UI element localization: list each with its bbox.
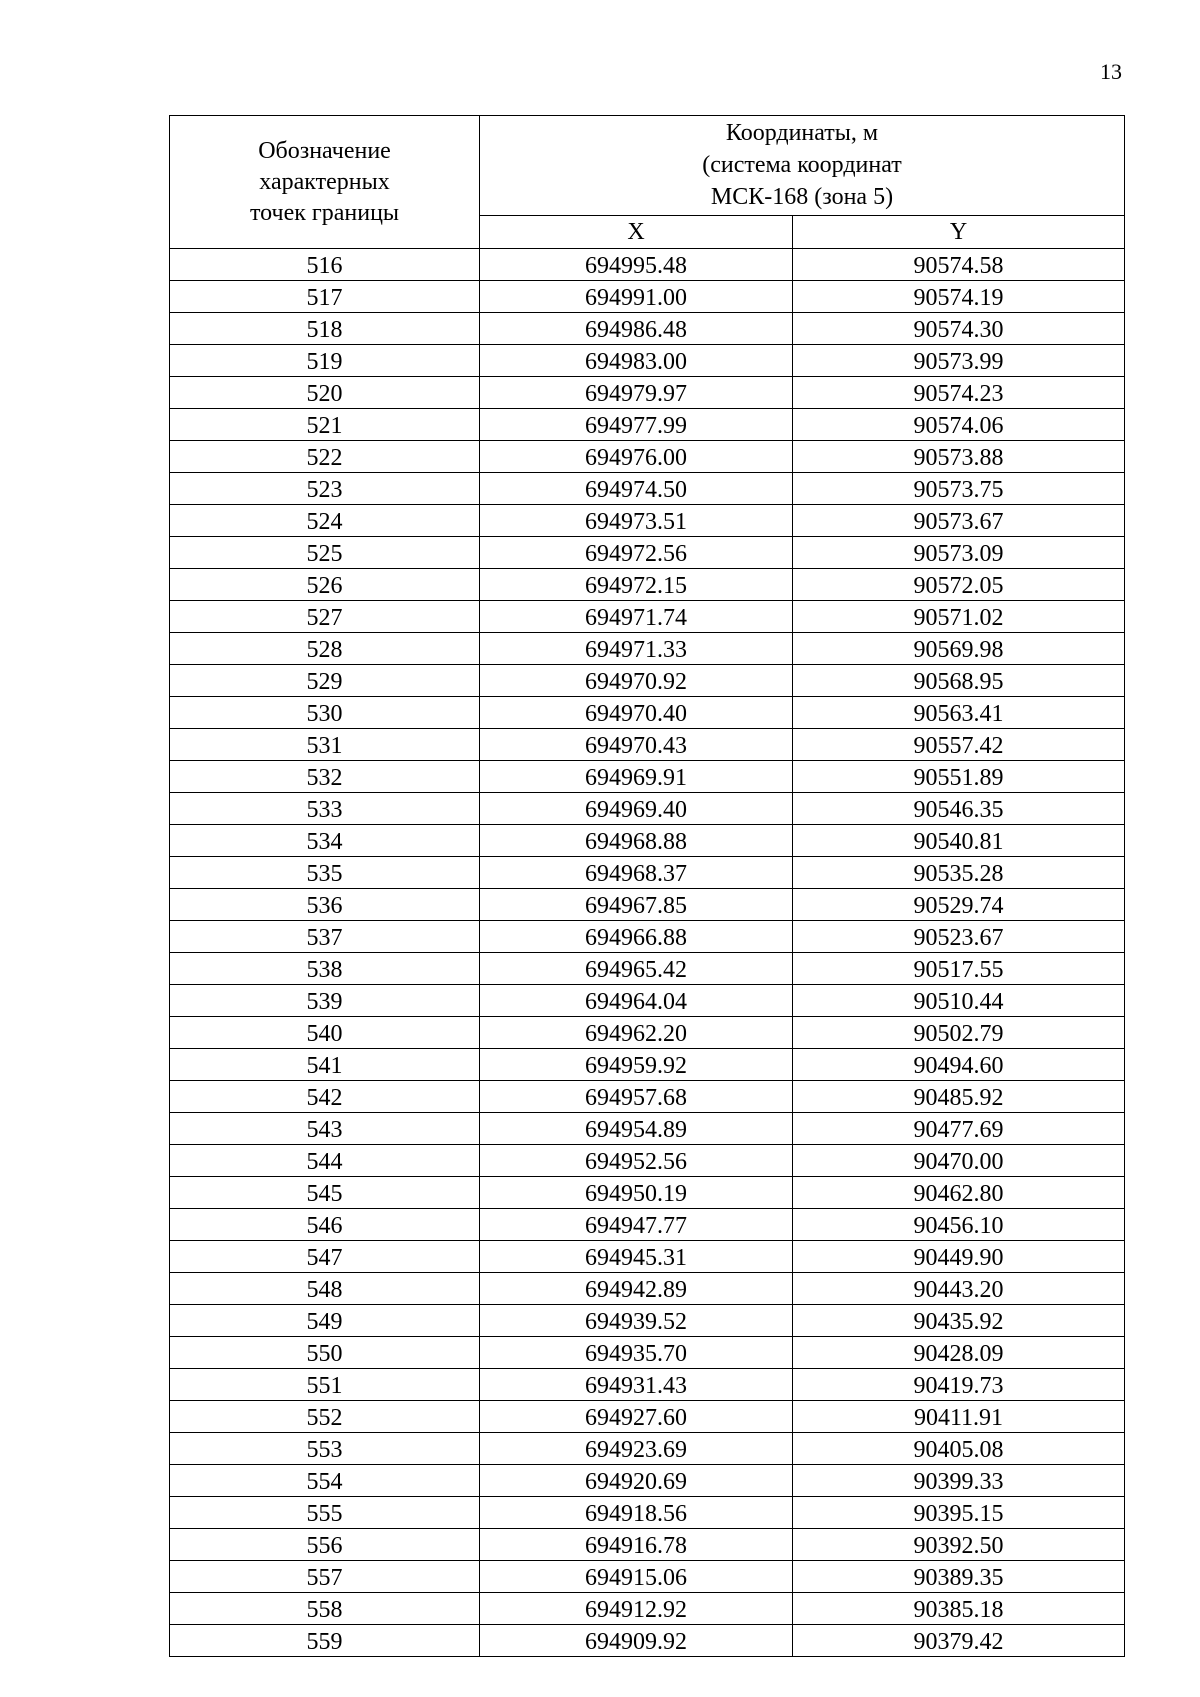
y-coordinate-cell: 90557.42 — [793, 729, 1125, 761]
y-coordinate-cell: 90574.58 — [793, 249, 1125, 281]
table-row — [170, 921, 1125, 953]
table-row — [170, 409, 1125, 441]
x-coordinate-cell: 694959.92 — [480, 1049, 793, 1081]
point-number-cell: 533 — [170, 793, 480, 825]
x-coordinate-cell: 694947.77 — [480, 1209, 793, 1241]
x-coordinate-cell: 694970.43 — [480, 729, 793, 761]
table-row — [170, 1113, 1125, 1145]
y-coordinate-cell: 90510.44 — [793, 985, 1125, 1017]
table-row — [170, 1497, 1125, 1529]
y-coordinate-cell: 90389.35 — [793, 1561, 1125, 1593]
y-coordinate-cell: 90428.09 — [793, 1337, 1125, 1369]
y-coordinate-cell: 90563.41 — [793, 697, 1125, 729]
x-column-header: X — [480, 215, 793, 248]
coordinates-header-line: (система координат — [702, 152, 902, 179]
y-coordinate-cell: 90449.90 — [793, 1241, 1125, 1273]
table-row — [170, 1369, 1125, 1401]
x-coordinate-cell: 694945.31 — [480, 1241, 793, 1273]
point-number-cell: 532 — [170, 761, 480, 793]
x-coordinate-cell: 694970.92 — [480, 665, 793, 697]
x-coordinate-cell: 694979.97 — [480, 377, 793, 409]
y-coordinate-cell: 90573.75 — [793, 473, 1125, 505]
table-row — [170, 633, 1125, 665]
x-coordinate-cell: 694970.40 — [480, 697, 793, 729]
point-number-cell: 550 — [170, 1337, 480, 1369]
designation-header-line: Обозначение — [258, 137, 391, 164]
x-coordinate-cell: 694957.68 — [480, 1081, 793, 1113]
table-row — [170, 1561, 1125, 1593]
point-number-cell: 539 — [170, 985, 480, 1017]
point-number-cell: 524 — [170, 505, 480, 537]
point-number-cell: 548 — [170, 1273, 480, 1305]
table-row — [170, 1081, 1125, 1113]
x-coordinate-cell: 694915.06 — [480, 1561, 793, 1593]
y-coordinate-cell: 90573.09 — [793, 537, 1125, 569]
point-number-cell: 529 — [170, 665, 480, 697]
x-coordinate-cell: 694965.42 — [480, 953, 793, 985]
point-number-cell: 536 — [170, 889, 480, 921]
table-row — [170, 1145, 1125, 1177]
table-row — [170, 729, 1125, 761]
table-row — [170, 1465, 1125, 1497]
y-coordinate-cell: 90405.08 — [793, 1433, 1125, 1465]
table-body — [170, 249, 1125, 1657]
x-coordinate-cell: 694954.89 — [480, 1113, 793, 1145]
table-row — [170, 1241, 1125, 1273]
point-number-cell: 553 — [170, 1433, 480, 1465]
table-row — [170, 473, 1125, 505]
table-row — [170, 665, 1125, 697]
y-coordinate-cell: 90477.69 — [793, 1113, 1125, 1145]
point-number-cell: 522 — [170, 441, 480, 473]
y-coordinate-cell: 90551.89 — [793, 761, 1125, 793]
point-number-cell: 518 — [170, 313, 480, 345]
table-row — [170, 281, 1125, 313]
point-number-cell: 541 — [170, 1049, 480, 1081]
x-coordinate-cell: 694972.56 — [480, 537, 793, 569]
x-coordinate-cell: 694942.89 — [480, 1273, 793, 1305]
y-coordinate-cell: 90494.60 — [793, 1049, 1125, 1081]
point-number-cell: 546 — [170, 1209, 480, 1241]
y-coordinate-cell: 90574.19 — [793, 281, 1125, 313]
table-row — [170, 889, 1125, 921]
point-number-cell: 558 — [170, 1593, 480, 1625]
x-coordinate-cell: 694972.15 — [480, 569, 793, 601]
point-number-cell: 552 — [170, 1401, 480, 1433]
y-coordinate-cell: 90540.81 — [793, 825, 1125, 857]
table-row — [170, 1593, 1125, 1625]
point-number-cell: 537 — [170, 921, 480, 953]
x-coordinate-cell: 694966.88 — [480, 921, 793, 953]
point-number-cell: 543 — [170, 1113, 480, 1145]
point-number-cell: 531 — [170, 729, 480, 761]
y-coordinate-cell: 90385.18 — [793, 1593, 1125, 1625]
x-coordinate-cell: 694971.74 — [480, 601, 793, 633]
y-coordinate-cell: 90517.55 — [793, 953, 1125, 985]
y-coordinate-cell: 90502.79 — [793, 1017, 1125, 1049]
point-number-cell: 555 — [170, 1497, 480, 1529]
point-number-cell: 549 — [170, 1305, 480, 1337]
coordinates-header-line: МСК-168 (зона 5) — [710, 184, 894, 211]
x-coordinate-cell: 694916.78 — [480, 1529, 793, 1561]
x-coordinate-cell: 694950.19 — [480, 1177, 793, 1209]
y-coordinate-cell: 90569.98 — [793, 633, 1125, 665]
y-coordinate-cell: 90411.91 — [793, 1401, 1125, 1433]
table-row — [170, 377, 1125, 409]
point-number-cell: 523 — [170, 473, 480, 505]
x-coordinate-cell: 694964.04 — [480, 985, 793, 1017]
point-number-cell: 554 — [170, 1465, 480, 1497]
table-header — [170, 116, 1125, 249]
table-row — [170, 793, 1125, 825]
header-row-top — [170, 116, 1125, 216]
point-number-cell: 559 — [170, 1625, 480, 1657]
x-coordinate-cell: 694983.00 — [480, 345, 793, 377]
x-coordinate-cell: 694962.20 — [480, 1017, 793, 1049]
table-row — [170, 313, 1125, 345]
table-row — [170, 697, 1125, 729]
table-row — [170, 857, 1125, 889]
y-coordinate-cell: 90574.30 — [793, 313, 1125, 345]
point-number-cell: 527 — [170, 601, 480, 633]
y-coordinate-cell: 90523.67 — [793, 921, 1125, 953]
y-coordinate-cell: 90392.50 — [793, 1529, 1125, 1561]
x-coordinate-cell: 694927.60 — [480, 1401, 793, 1433]
x-coordinate-cell: 694939.52 — [480, 1305, 793, 1337]
coordinates-table — [169, 115, 1125, 1657]
point-number-cell: 551 — [170, 1369, 480, 1401]
table-row — [170, 825, 1125, 857]
y-coordinate-cell: 90395.15 — [793, 1497, 1125, 1529]
y-coordinate-cell: 90573.67 — [793, 505, 1125, 537]
x-coordinate-cell: 694912.92 — [480, 1593, 793, 1625]
table-row — [170, 441, 1125, 473]
point-number-cell: 545 — [170, 1177, 480, 1209]
point-number-cell: 517 — [170, 281, 480, 313]
y-coordinate-cell: 90535.28 — [793, 857, 1125, 889]
point-number-cell: 542 — [170, 1081, 480, 1113]
y-coordinate-cell: 90462.80 — [793, 1177, 1125, 1209]
table-row — [170, 601, 1125, 633]
x-coordinate-cell: 694968.88 — [480, 825, 793, 857]
x-coordinate-cell: 694969.40 — [480, 793, 793, 825]
table-row — [170, 1273, 1125, 1305]
point-number-cell: 525 — [170, 537, 480, 569]
table-row — [170, 537, 1125, 569]
page-number: 13 — [1100, 59, 1122, 84]
y-coordinate-cell: 90568.95 — [793, 665, 1125, 697]
x-coordinate-cell: 694977.99 — [480, 409, 793, 441]
y-coordinate-cell: 90470.00 — [793, 1145, 1125, 1177]
point-number-cell: 556 — [170, 1529, 480, 1561]
x-coordinate-cell: 694909.92 — [480, 1625, 793, 1657]
table-row — [170, 1209, 1125, 1241]
table-row — [170, 569, 1125, 601]
x-coordinate-cell: 694923.69 — [480, 1433, 793, 1465]
point-number-cell: 528 — [170, 633, 480, 665]
y-coordinate-cell: 90456.10 — [793, 1209, 1125, 1241]
table-row — [170, 345, 1125, 377]
table-row — [170, 1017, 1125, 1049]
point-number-cell: 519 — [170, 345, 480, 377]
y-coordinate-cell: 90435.92 — [793, 1305, 1125, 1337]
table-row — [170, 1625, 1125, 1657]
y-coordinate-cell: 90399.33 — [793, 1465, 1125, 1497]
point-number-cell: 535 — [170, 857, 480, 889]
designation-header — [170, 116, 480, 249]
y-coordinate-cell: 90574.23 — [793, 377, 1125, 409]
y-coordinate-cell: 90574.06 — [793, 409, 1125, 441]
x-coordinate-cell: 694968.37 — [480, 857, 793, 889]
point-number-cell: 520 — [170, 377, 480, 409]
y-coordinate-cell: 90485.92 — [793, 1081, 1125, 1113]
y-coordinate-cell: 90443.20 — [793, 1273, 1125, 1305]
table-row — [170, 953, 1125, 985]
table-row — [170, 1049, 1125, 1081]
x-coordinate-cell: 694969.91 — [480, 761, 793, 793]
y-coordinate-cell: 90573.88 — [793, 441, 1125, 473]
point-number-cell: 534 — [170, 825, 480, 857]
table-row — [170, 1401, 1125, 1433]
table-row — [170, 1529, 1125, 1561]
table-row — [170, 505, 1125, 537]
y-coordinate-cell: 90529.74 — [793, 889, 1125, 921]
x-coordinate-cell: 694931.43 — [480, 1369, 793, 1401]
coordinates-header-line: Координаты, м — [725, 120, 879, 147]
x-coordinate-cell: 694973.51 — [480, 505, 793, 537]
y-column-header: Y — [793, 215, 1125, 248]
point-number-cell: 526 — [170, 569, 480, 601]
x-coordinate-cell: 694991.00 — [480, 281, 793, 313]
point-number-cell: 557 — [170, 1561, 480, 1593]
table-row — [170, 985, 1125, 1017]
y-coordinate-cell: 90419.73 — [793, 1369, 1125, 1401]
designation-header-line: характерных — [259, 168, 390, 195]
y-coordinate-cell: 90379.42 — [793, 1625, 1125, 1657]
x-coordinate-cell: 694974.50 — [480, 473, 793, 505]
point-number-cell: 516 — [170, 249, 480, 281]
y-coordinate-cell: 90573.99 — [793, 345, 1125, 377]
table-row — [170, 249, 1125, 281]
x-coordinate-cell: 694976.00 — [480, 441, 793, 473]
x-coordinate-cell: 694952.56 — [480, 1145, 793, 1177]
x-coordinate-cell: 694918.56 — [480, 1497, 793, 1529]
x-coordinate-cell: 694967.85 — [480, 889, 793, 921]
point-number-cell: 547 — [170, 1241, 480, 1273]
point-number-cell: 521 — [170, 409, 480, 441]
x-coordinate-cell: 694920.69 — [480, 1465, 793, 1497]
point-number-cell: 540 — [170, 1017, 480, 1049]
x-coordinate-cell: 694986.48 — [480, 313, 793, 345]
point-number-cell: 530 — [170, 697, 480, 729]
x-coordinate-cell: 694935.70 — [480, 1337, 793, 1369]
table-row — [170, 1177, 1125, 1209]
table-row — [170, 1305, 1125, 1337]
table-row — [170, 761, 1125, 793]
coordinates-header — [480, 116, 1125, 216]
x-coordinate-cell: 694995.48 — [480, 249, 793, 281]
y-coordinate-cell: 90546.35 — [793, 793, 1125, 825]
table-row — [170, 1433, 1125, 1465]
point-number-cell: 538 — [170, 953, 480, 985]
point-number-cell: 544 — [170, 1145, 480, 1177]
x-coordinate-cell: 694971.33 — [480, 633, 793, 665]
designation-header-line: точек границы — [249, 199, 400, 226]
y-coordinate-cell: 90571.02 — [793, 601, 1125, 633]
y-coordinate-cell: 90572.05 — [793, 569, 1125, 601]
table-row — [170, 1337, 1125, 1369]
